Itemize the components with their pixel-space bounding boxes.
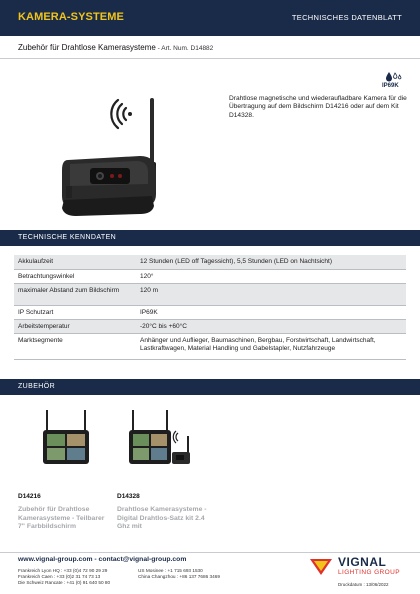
logo-subtitle: LIGHTING GROUP — [338, 569, 400, 576]
spec-value: 120 m — [140, 286, 159, 294]
header-bar — [0, 0, 420, 36]
spec-table — [14, 255, 406, 360]
article-number: - Art. Num. D14882 — [155, 45, 214, 52]
print-date: Druckdatum : 13/06/2022 — [338, 582, 389, 587]
table-row — [14, 305, 406, 319]
ip-rating-badge: IP69K — [382, 83, 399, 89]
contact-line: Die Schweiz Rancate : +41 (0) 91 640 50 80 — [18, 580, 111, 585]
wifi-icon — [111, 100, 132, 128]
spec-label: Marktsegmente — [18, 336, 63, 344]
spec-label: Betrachtungswinkel — [18, 272, 75, 280]
footer-contact-right — [138, 568, 220, 580]
footer-contact-left — [18, 568, 110, 586]
spec-value: Anhänger und Auflieger, Baumaschinen, Bergbau, Forstwirtschaft, Landwirtschaft, Lastkraftwagen, Material Handling und Gabelstapler, Nutzfahrzeuge — [140, 336, 376, 352]
table-row — [14, 269, 406, 283]
spec-label: IP Schutzart — [18, 308, 54, 316]
spec-label: maximaler Abstand zum Bildschirm — [18, 286, 120, 294]
table-row — [14, 283, 406, 305]
accessory-image-kit — [126, 408, 192, 470]
spec-value: 120° — [140, 272, 154, 280]
accessory-name[interactable]: Zubehör für Drahtlose Kamerasysteme - Teilbarer 7" Farbbildschirm — [18, 506, 105, 531]
accessory-image-monitor — [40, 408, 92, 470]
spec-value: -20°C bis +60°C — [140, 322, 187, 330]
product-title-text: Zubehör für Drahtlose Kamerasysteme — [18, 43, 156, 52]
divider — [0, 58, 420, 59]
vignal-logo-icon — [308, 555, 334, 577]
accessory-name[interactable]: Drahtlose Kamerasysteme - Digital Drahtlos-Satz kit 2.4 Ghz mit — [117, 506, 207, 531]
contact-line: Frankreich Caen : +33 (0)2 31 74 73 13 — [18, 574, 101, 579]
accessories-section-title: ZUBEHÖR — [18, 383, 56, 390]
spec-label: Arbeitstemperatur — [18, 322, 70, 330]
document-type: TECHNISCHES DATENBLATT — [291, 13, 402, 22]
brand-title: KAMERA-SYSTEME — [18, 11, 124, 23]
contact-line: US Mosinee : +1 715 693 1530 — [138, 568, 203, 573]
accessory-code: D14328 — [117, 493, 140, 500]
product-description: Drahtlose magnetische und wiederaufladbare Kamera für die Übertragung auf dem Bildschirm D14216 oder auf dem Kit D14328. — [229, 95, 407, 119]
spec-label: Akkulaufzeit — [18, 258, 54, 265]
contact-line: China Changzhou : +86 137 7686 3469 — [138, 574, 220, 579]
table-row — [14, 319, 406, 333]
logo-name: VIGNAL — [338, 555, 387, 569]
accessories-section-bar — [0, 379, 420, 395]
table-row — [14, 333, 406, 359]
product-image — [40, 90, 180, 220]
specs-section-title: TECHNISCHE KENNDATEN — [18, 234, 117, 241]
footer-divider — [0, 552, 420, 553]
accessory-code: D14216 — [18, 493, 41, 500]
table-row — [14, 255, 406, 269]
contact-line: Frankreich Lyon HQ : +33 (0)4 72 90 29 29 — [18, 568, 108, 573]
spec-value: 12 Stunden (LED off Tagessicht), 5,5 Stunden (LED on Nachtsicht) — [140, 258, 332, 265]
spec-value: IP69K — [140, 308, 158, 316]
specs-section-bar — [0, 230, 420, 246]
product-title — [18, 43, 213, 52]
footer-website[interactable]: www.vignal-group.com - contact@vignal-group.com — [18, 556, 187, 563]
